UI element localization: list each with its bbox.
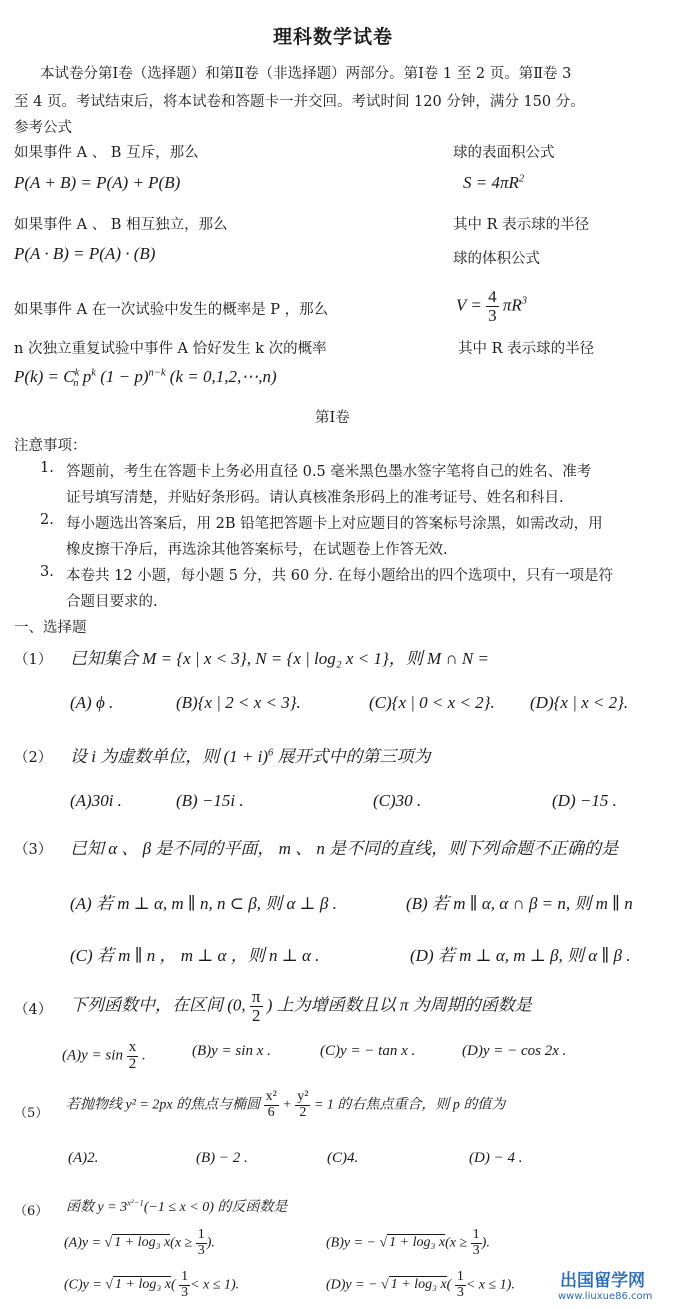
note-line: 答题前，考生在答题卡上务必用直径 0.5 毫米黑色墨水签字笔将自己的姓名、准考: [66, 464, 592, 480]
option-d: (D) −15 .: [552, 791, 617, 810]
radius-note-2: 其中 R 表示球的半径: [458, 341, 595, 357]
reference-heading: 参考公式: [14, 120, 72, 136]
watermark-url: www.liuxue86.com: [558, 1291, 653, 1302]
section-title: 第Ⅰ卷: [315, 410, 350, 426]
question-number: （3）: [14, 842, 53, 858]
option-a: (A)y = sin $\frac{x}{2}$ .: [62, 1039, 146, 1072]
option-d: (D){x | x < 2}.: [530, 693, 629, 712]
question-stem: 下列函数中，在区间 (0, $\frac{\pi}{2}$ ) 上为增函数且以 π 为周期的函数是: [70, 987, 532, 1025]
option-b: (B) − 2 .: [196, 1150, 248, 1166]
option-c: (C)y = √ 1 + log₃ x( $\frac{1}{3}$ < x ≤ 1).: [64, 1269, 240, 1300]
independent-formula: P(A · B) = P(A) · (B): [14, 244, 156, 263]
option-b: (B) −15i .: [176, 791, 244, 810]
radius-note-1: 其中 R 表示球的半径: [453, 217, 590, 233]
note-line: 合题目要求的.: [66, 594, 158, 610]
sphere-area-text: 球的表面积公式: [453, 145, 555, 161]
option-d: (D) 若 m ⊥ α, m ⊥ β, 则 α ∥ β .: [410, 946, 631, 965]
option-c: (C)4.: [327, 1150, 359, 1166]
option-a: (A)30i .: [70, 791, 122, 810]
independent-events-text: 如果事件 A 、 B 相互独立，那么: [14, 217, 228, 233]
note-line: 每小题选出答案后，用 2B 铅笔把答题卡上对应题目的答案标号涂黑，如需改动，用: [66, 516, 603, 532]
option-a: (A)2.: [68, 1150, 99, 1166]
watermark-logo-text: 出国留学网: [560, 1271, 645, 1291]
question-stem: 若抛物线 y² = 2px 的焦点与椭圆 $\frac{\text{x²}}{6}$ + $\frac{\text{y²}}{2}$ = 1 的右焦点重合，则 p 的值为: [66, 1089, 506, 1120]
note-number: 2.: [40, 512, 54, 528]
option-b: (B)y = sin x .: [192, 1043, 271, 1059]
option-c: (C)y = − tan x .: [320, 1043, 416, 1059]
option-b: (B){x | 2 < x < 3}.: [176, 693, 301, 712]
mutex-formula: P(A + B) = P(A) + P(B): [14, 173, 181, 192]
note-line: 橡皮擦干净后，再选涂其他答案标号，在试题卷上作答无效.: [66, 542, 448, 558]
note-line: 证号填写清楚，并贴好条形码。请认真核准条形码上的准考证号、姓名和科目.: [66, 490, 564, 506]
option-d: (D)y = − cos 2x .: [462, 1043, 567, 1059]
exam-title: 理科数学试卷: [273, 26, 394, 48]
option-a: (A)y = √ 1 + log₃ x(x ≥ $\frac{1}{3}$ ).: [64, 1227, 215, 1258]
intro-line-2: 至 4 页。考试结束后，将本试卷和答题卡一并交回。考试时间 120 分钟，满分 150 分。: [14, 94, 585, 110]
probability-text-1: 如果事件 A 在一次试验中发生的概率是 P ，那么: [14, 302, 329, 318]
question-number: （5）: [14, 1106, 49, 1121]
question-number: （2）: [14, 750, 53, 766]
question-stem: 设 i 为虚数单位，则 $(1 + i)^6$ 展开式中的第三项为: [70, 747, 431, 766]
option-c: (C) 若 m ∥ n ， m ⊥ α ，则 n ⊥ α .: [70, 946, 320, 965]
option-a: (A) 若 m ⊥ α, m ∥ n, n ⊂ β, 则 α ⊥ β .: [70, 894, 337, 913]
note-line: 本卷共 12 小题，每小题 5 分，共 60 分. 在每小题给出的四个选项中，只有一项是符: [66, 568, 613, 584]
sphere-volume-formula: V = $\frac{4}{3}$ $\pi R^3$: [456, 287, 527, 325]
probability-text-2: n 次独立重复试验中事件 A 恰好发生 k 次的概率: [14, 341, 327, 357]
binomial-formula: $P(k) = C^k_n$ $p^k$ $(1 - p)^{n-k}$ (k = 0,1,2,⋯,n): [14, 367, 277, 390]
question-number: （4）: [14, 1002, 53, 1018]
sphere-volume-text: 球的体积公式: [453, 251, 540, 267]
mutex-events-text: 如果事件 A 、 B 互斥，那么: [14, 145, 199, 161]
note-number: 3.: [40, 564, 54, 580]
question-number: （6）: [14, 1204, 49, 1219]
intro-line-1: 本试卷分第Ⅰ卷（选择题）和第Ⅱ卷（非选择题）两部分。第Ⅰ卷 1 至 2 页。第Ⅱ卷 3: [40, 66, 572, 82]
note-number: 1.: [40, 460, 54, 476]
question-stem: 已知 α 、 β 是不同的平面， m 、 n 是不同的直线，则下列命题不正确的是: [70, 839, 619, 858]
question-stem: 函数 $y = 3^{x^2-1}(-1 \le x < 0)$ 的反函数是: [66, 1197, 288, 1215]
question-stem: 已知集合 M = {x | x < 3}, N = {x | log₂ x < 1}，则 M ∩ N =: [70, 649, 489, 668]
option-b: (B) 若 m ∥ α, α ∩ β = n, 则 m ∥ n: [406, 894, 633, 913]
option-d: (D) − 4 .: [469, 1150, 523, 1166]
part-title: 一、选择题: [14, 620, 87, 636]
option-a: (A) ϕ .: [70, 693, 114, 712]
option-c: (C)30 .: [373, 791, 422, 810]
option-d: (D)y = − √ 1 + log₃ x( $\frac{1}{3}$ < x ≤ 1).: [326, 1269, 515, 1300]
notes-heading: 注意事项：: [14, 438, 87, 454]
option-b: (B)y = − √ 1 + log₃ x(x ≥ $\frac{1}{3}$ ).: [326, 1227, 490, 1258]
option-c: (C){x | 0 < x < 2}.: [369, 693, 495, 712]
question-number: （1）: [14, 652, 53, 668]
sphere-area-formula: $S = 4\pi R^2$: [463, 173, 525, 192]
